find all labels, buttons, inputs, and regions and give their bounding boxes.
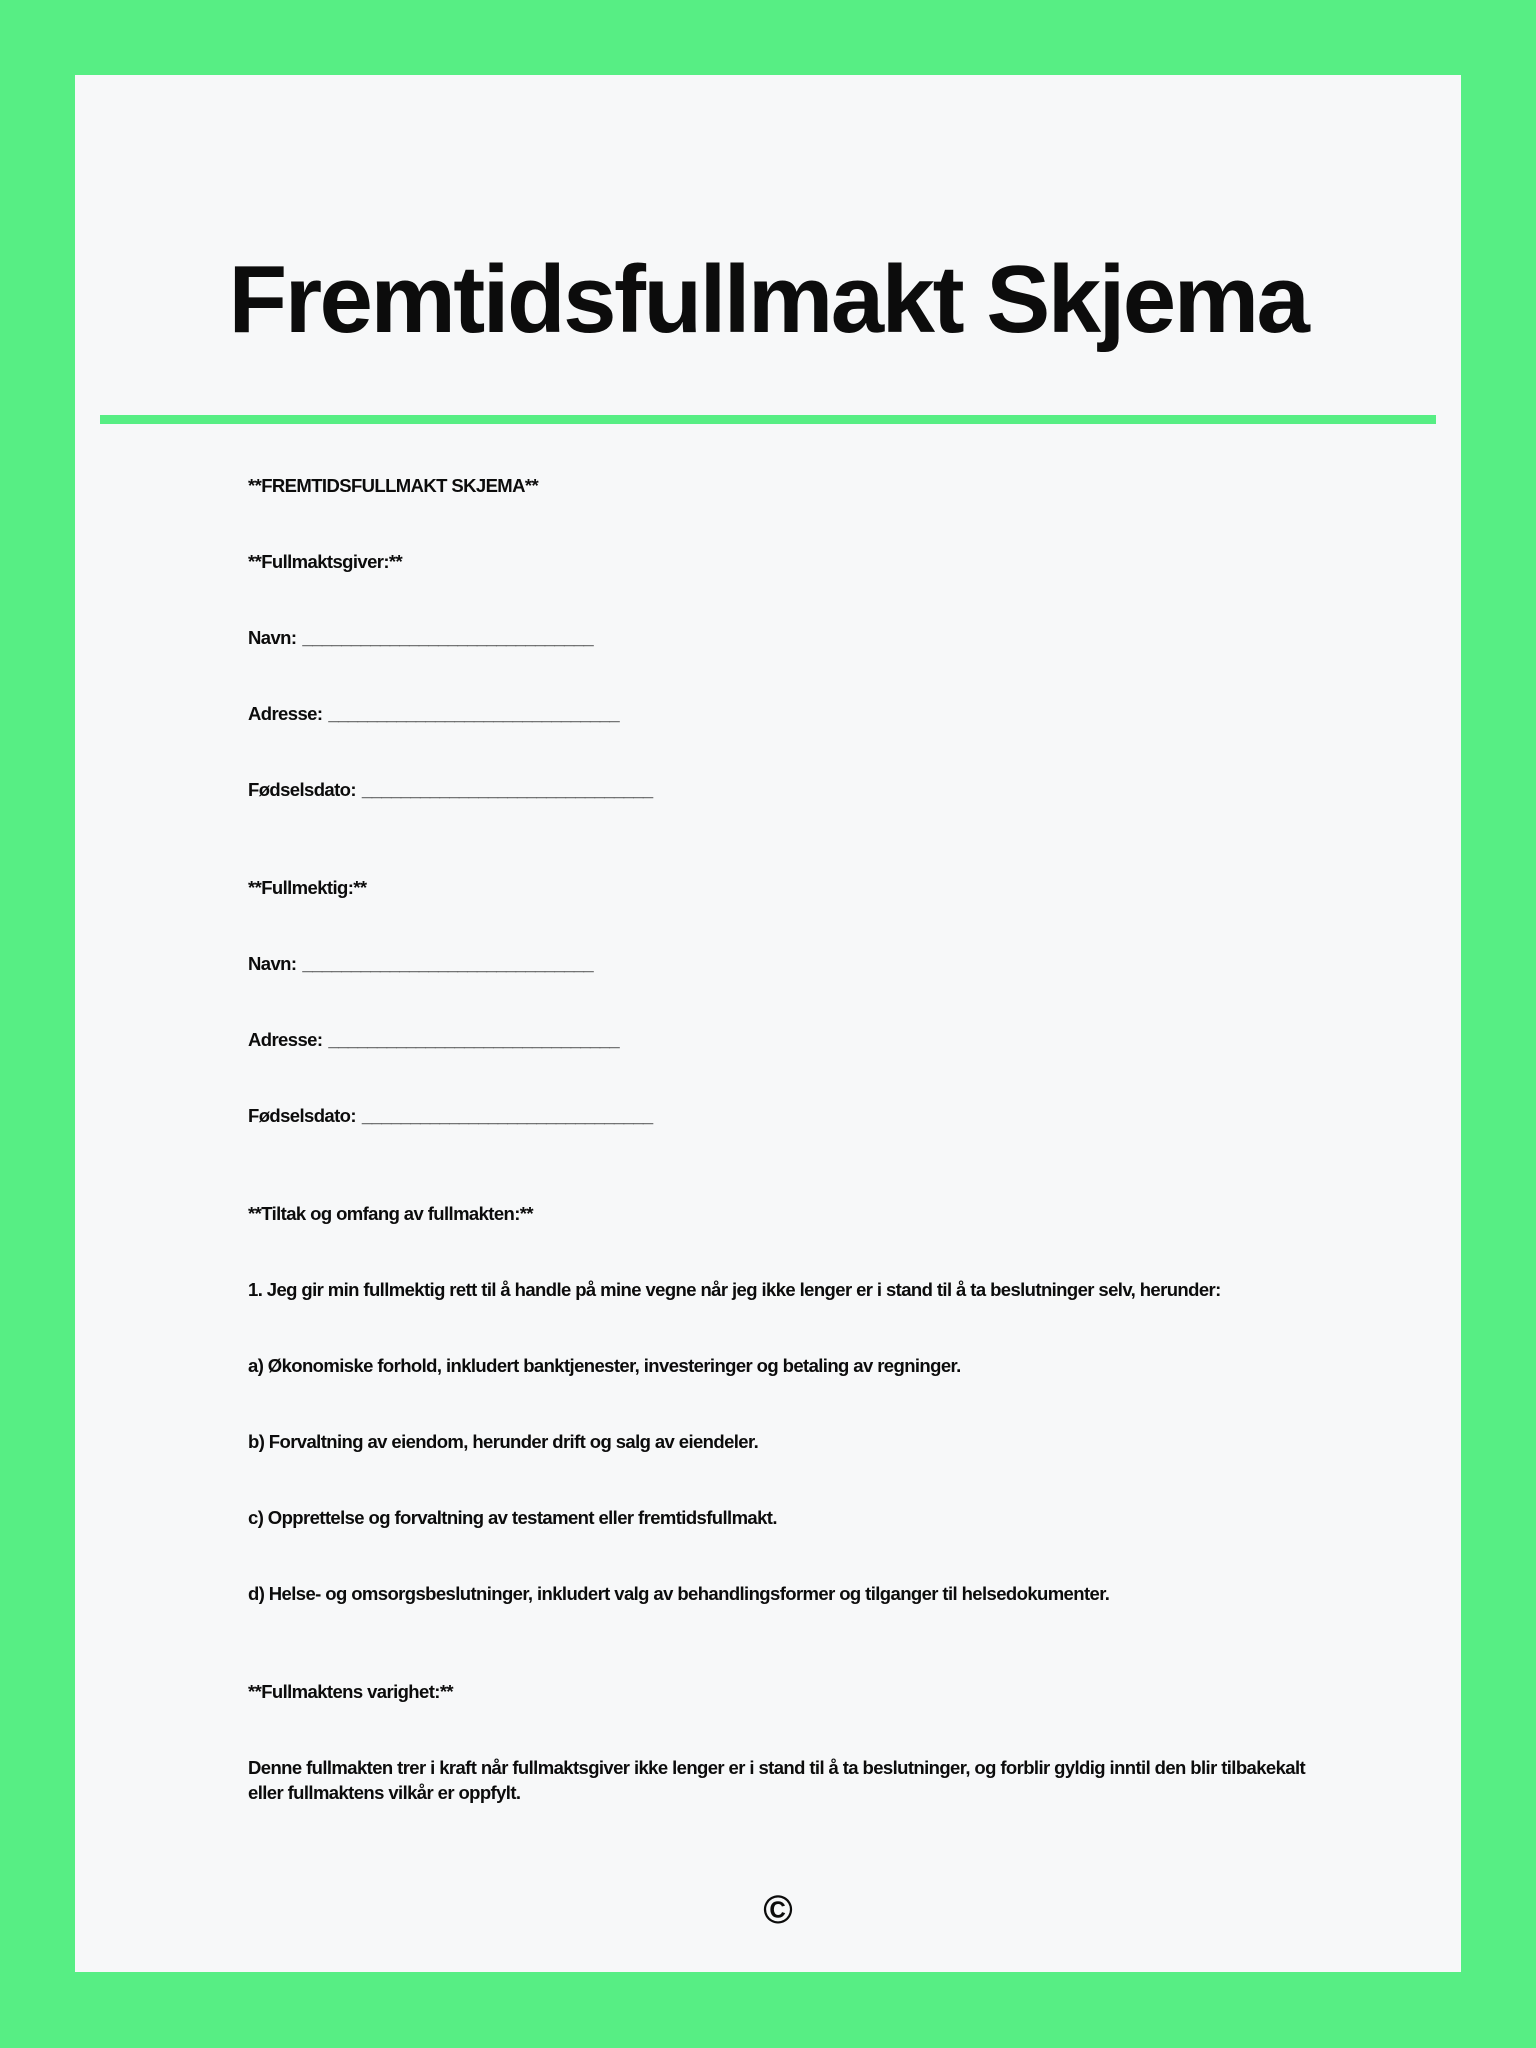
form-heading: **FREMTIDSFULLMAKT SKJEMA** xyxy=(248,475,539,496)
scope-intro: 1. Jeg gir min fullmektig rett til å handle på mine vegne når jeg ikke lenger er i stand til å ta beslutninger selv, herunder: xyxy=(248,1279,1221,1300)
field-label: Navn: xyxy=(248,627,297,648)
field-agent-navn xyxy=(248,951,1308,976)
field-label: Fødselsdato: xyxy=(248,779,356,800)
section-heading-fullmaktsgiver: **Fullmaktsgiver:** xyxy=(248,551,403,572)
field-label: Navn: xyxy=(248,953,297,974)
blank-line: ______________________________ xyxy=(328,703,620,724)
section-heading-fullmektig: **Fullmektig:** xyxy=(248,877,367,898)
field-label: Adresse: xyxy=(248,1029,323,1050)
section-heading-varighet: **Fullmaktens varighet:** xyxy=(248,1681,454,1702)
blank-line: ______________________________ xyxy=(302,627,594,648)
duration-text: Denne fullmakten trer i kraft når fullmaktsgiver ikke lenger er i stand til å ta beslutninger, og forblir gyldig inntil den blir tilbakekalt eller fullmaktens vilkår er oppfylt. xyxy=(248,1757,1306,1803)
field-label: Fødselsdato: xyxy=(248,1105,356,1126)
document-page xyxy=(75,75,1461,1972)
field-giver-adresse xyxy=(248,701,1308,726)
copyright-icon: © xyxy=(763,1888,793,1932)
scope-item-d: d) Helse- og omsorgsbeslutninger, inkludert valg av behandlingsformer og tilganger til helsedokumenter. xyxy=(248,1583,1110,1604)
title-divider xyxy=(100,415,1436,424)
scope-item-c: c) Opprettelse og forvaltning av testament eller fremtidsfullmakt. xyxy=(248,1507,777,1528)
blank-line: ______________________________ xyxy=(361,1105,653,1126)
section-heading-tiltak: **Tiltak og omfang av fullmakten:** xyxy=(248,1203,534,1224)
page-title: Fremtidsfullmakt Skjema xyxy=(228,246,1308,353)
field-agent-adresse xyxy=(248,1027,1308,1052)
field-giver-fodselsdato xyxy=(248,777,1308,802)
field-label: Adresse: xyxy=(248,703,323,724)
blank-line: ______________________________ xyxy=(328,1029,620,1050)
blank-line: ______________________________ xyxy=(361,779,653,800)
scope-item-b: b) Forvaltning av eiendom, herunder drift og salg av eiendeler. xyxy=(248,1431,759,1452)
document-body xyxy=(75,424,1461,1934)
field-giver-navn xyxy=(248,625,1308,650)
field-agent-fodselsdato xyxy=(248,1103,1308,1128)
blank-line: ______________________________ xyxy=(302,953,594,974)
scope-item-a: a) Økonomiske forhold, inkludert banktjenester, investeringer og betaling av regninger. xyxy=(248,1355,961,1376)
